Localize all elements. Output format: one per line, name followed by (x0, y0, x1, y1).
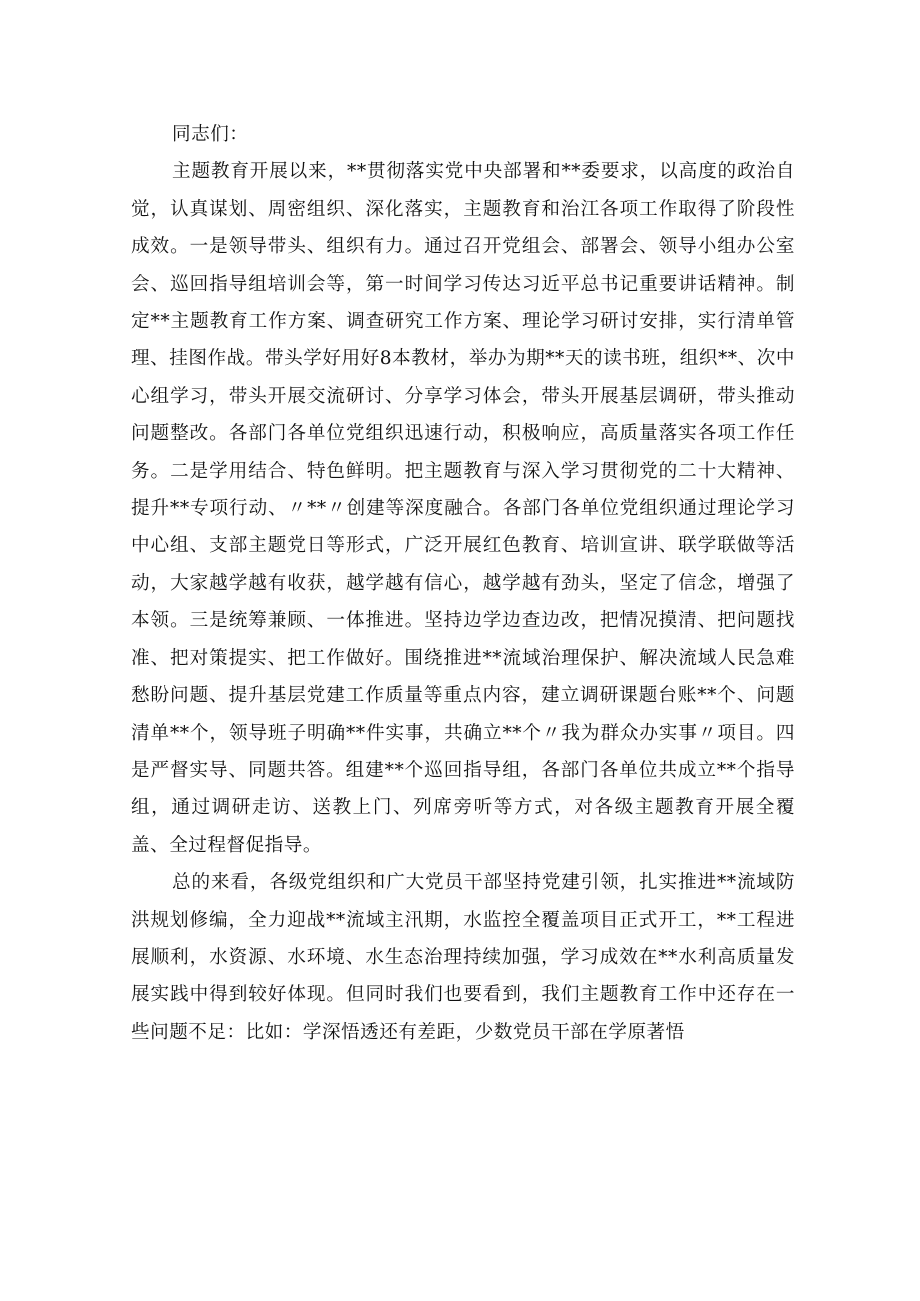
salutation: 同志们： (172, 124, 249, 145)
paragraph-2: 总的来看，各级党组织和广大党员干部坚持党建引领，扎实推进**流域防洪规划修编，全力迎战**流域主汛期，水监控全覆盖项目正式开工，**工程进展顺利，水资源、水环境、水生态治理持续加强，学习成效在**水利高质量发展实践中得到较好体现。但同时我们也要看到，我们主题教育工作中还存在一些问题不足：比如：学深悟透还有差距，少数党员干部在学原著悟 (131, 872, 795, 1043)
document-body (131, 116, 795, 1051)
paragraph-1: 主题教育开展以来，**贯彻落实党中央部署和**委要求，以高度的政治自觉，认真谋划、周密组织、深化落实，主题教育和治江各项工作取得了阶段性成效。一是领导带头、组织有力。通过召开党组会、部署会、领导小组办公室会、巡回指导组培训会等，第一时间学习传达习近平总书记重要讲话精神。制定**主题教育工作方案、调查研究工作方案、理论学习研讨安排，实行清单管理、挂图作战。带头学好用好8本教材，举办为期**天的读书班，组织**、次中心组学习，带头开展交流研讨、分享学习体会，带头开展基层调研，带头推动问题整改。各部门各单位党组织迅速行动，积极响应，高质量落实各项工作任务。二是学用结合、特色鲜明。把主题教育与深入学习贯彻党的二十大精神、提升**专项行动、〃**〃创建等深度融合。各部门各单位党组织通过理论学习中心组、支部主题党日等形式，广泛开展红色教育、培训宣讲、联学联做等活动，大家越学越有收获，越学越有信心，越学越有劲头，坚定了信念，增强了本领。三是统筹兼顾、一体推进。坚持边学边查边改，把情况摸清、把问题找准、把对策提实、把工作做好。围绕推进**流域治理保护、解决流域人民急难愁盼问题、提升基层党建工作质量等重点内容，建立调研课题台账**个、问题清单**个，领导班子明确**件实事，共确立**个〃我为群众办实事〃项目。四是严督实导、同题共答。组建**个巡回指导组，各部门各单位共成立**个指导组，通过调研走访、送教上门、列席旁听等方式，对各级主题教育开展全覆盖、全过程督促指导。 (131, 161, 795, 856)
